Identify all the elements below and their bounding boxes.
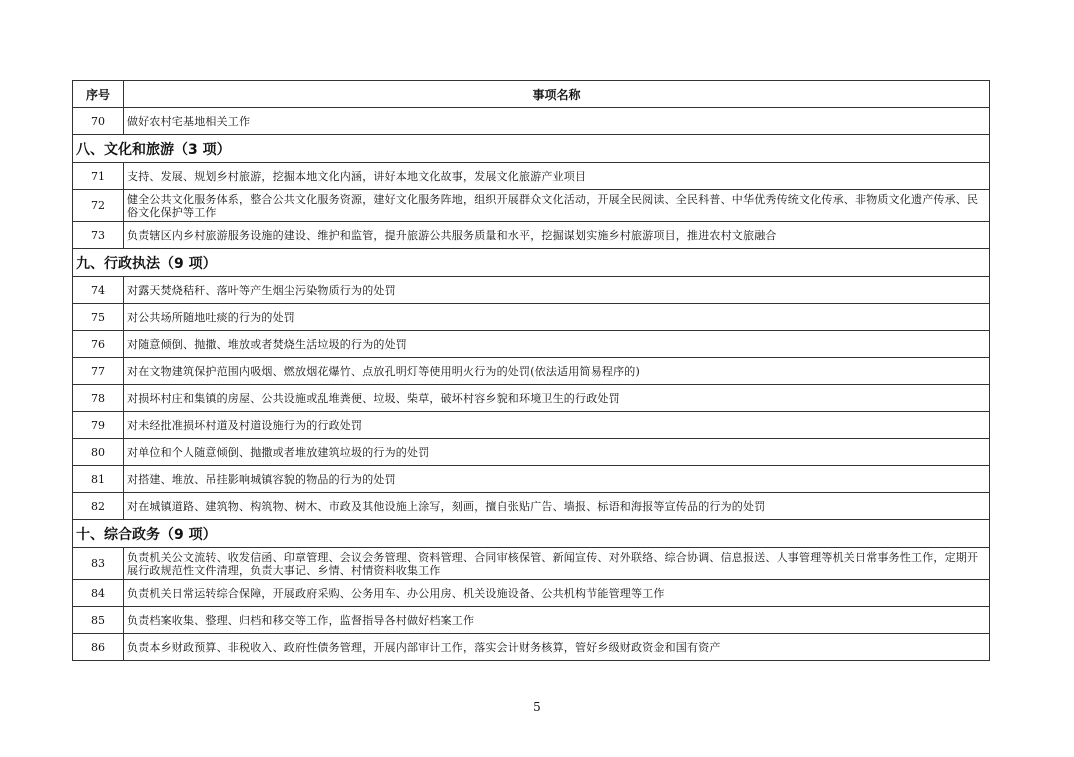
section-title: 八、文化和旅游（3 项） — [73, 135, 990, 163]
table-row — [73, 439, 990, 466]
section-heading-row — [73, 249, 990, 277]
item-name: 对在文物建筑保护范围内吸烟、燃放烟花爆竹、点放孔明灯等使用明火行为的处罚(依法适用简易程序的) — [124, 358, 990, 385]
matters-table — [72, 80, 990, 661]
table-row — [73, 580, 990, 607]
header-name: 事项名称 — [124, 81, 990, 108]
table-row — [73, 163, 990, 190]
item-name: 负责辖区内乡村旅游服务设施的建设、维护和监管，提升旅游公共服务质量和水平，挖掘谋划实施乡村旅游项目，推进农村文旅融合 — [124, 222, 990, 249]
item-number: 81 — [73, 466, 124, 493]
item-name: 对损坏村庄和集镇的房屋、公共设施或乱堆粪便、垃圾、柴草，破坏村容乡貌和环境卫生的行政处罚 — [124, 385, 990, 412]
item-number: 70 — [73, 108, 124, 135]
table-row — [73, 331, 990, 358]
item-name: 对在城镇道路、建筑物、构筑物、树木、市政及其他设施上涂写，刻画，擅自张贴广告、墙报、标语和海报等宣传品的行为的处罚 — [124, 493, 990, 520]
table-row — [73, 385, 990, 412]
item-number: 73 — [73, 222, 124, 249]
item-name: 支持、发展、规划乡村旅游，挖掘本地文化内涵，讲好本地文化故事，发展文化旅游产业项目 — [124, 163, 990, 190]
table-body — [73, 108, 990, 661]
table-row — [73, 358, 990, 385]
table-row — [73, 607, 990, 634]
table-row — [73, 634, 990, 661]
item-name: 对随意倾倒、抛撒、堆放或者焚烧生活垃圾的行为的处罚 — [124, 331, 990, 358]
table-row — [73, 548, 990, 580]
table-row — [73, 277, 990, 304]
table-row — [73, 412, 990, 439]
item-name: 负责机关日常运转综合保障，开展政府采购、公务用车、办公用房、机关设施设备、公共机构节能管理等工作 — [124, 580, 990, 607]
item-number: 71 — [73, 163, 124, 190]
item-number: 74 — [73, 277, 124, 304]
table-row — [73, 190, 990, 222]
table-row — [73, 222, 990, 249]
item-name: 负责本乡财政预算、非税收入、政府性债务管理，开展内部审计工作，落实会计财务核算，管好乡级财政资金和国有资产 — [124, 634, 990, 661]
item-name: 对公共场所随地吐痰的行为的处罚 — [124, 304, 990, 331]
item-number: 79 — [73, 412, 124, 439]
section-title: 九、行政执法（9 项） — [73, 249, 990, 277]
item-number: 85 — [73, 607, 124, 634]
item-name: 健全公共文化服务体系，整合公共文化服务资源，建好文化服务阵地，组织开展群众文化活动，开展全民阅读、全民科普、中华优秀传统文化传承、非物质文化遗产传承、民俗文化保护等工作 — [124, 190, 990, 222]
table-row — [73, 304, 990, 331]
item-number: 83 — [73, 548, 124, 580]
item-number: 86 — [73, 634, 124, 661]
table-row — [73, 493, 990, 520]
item-name: 负责档案收集、整理、归档和移交等工作，监督指导各村做好档案工作 — [124, 607, 990, 634]
item-number: 76 — [73, 331, 124, 358]
item-number: 80 — [73, 439, 124, 466]
item-number: 82 — [73, 493, 124, 520]
item-number: 77 — [73, 358, 124, 385]
table-row — [73, 466, 990, 493]
item-name: 做好农村宅基地相关工作 — [124, 108, 990, 135]
header-number: 序号 — [73, 81, 124, 108]
item-number: 75 — [73, 304, 124, 331]
item-name: 对未经批准损坏村道及村道设施行为的行政处罚 — [124, 412, 990, 439]
section-heading-row — [73, 520, 990, 548]
page-number: 5 — [533, 700, 541, 714]
section-heading-row — [73, 135, 990, 163]
table-row — [73, 108, 990, 135]
item-number: 78 — [73, 385, 124, 412]
section-title: 十、综合政务（9 项） — [73, 520, 990, 548]
item-name: 对露天焚烧秸秆、落叶等产生烟尘污染物质行为的处罚 — [124, 277, 990, 304]
table-header-row — [73, 81, 990, 108]
item-name: 负责机关公文流转、收发信函、印章管理、会议会务管理、资料管理、合同审核保管、新闻宣传、对外联络、综合协调、信息报送、人事管理等机关日常事务性工作，定期开展行政规范性文件清理，负责大事记、乡情、村情资料收集工作 — [124, 548, 990, 580]
item-number: 84 — [73, 580, 124, 607]
item-name: 对搭建、堆放、吊挂影响城镇容貌的物品的行为的处罚 — [124, 466, 990, 493]
item-name: 对单位和个人随意倾倒、抛撒或者堆放建筑垃圾的行为的处罚 — [124, 439, 990, 466]
item-number: 72 — [73, 190, 124, 222]
